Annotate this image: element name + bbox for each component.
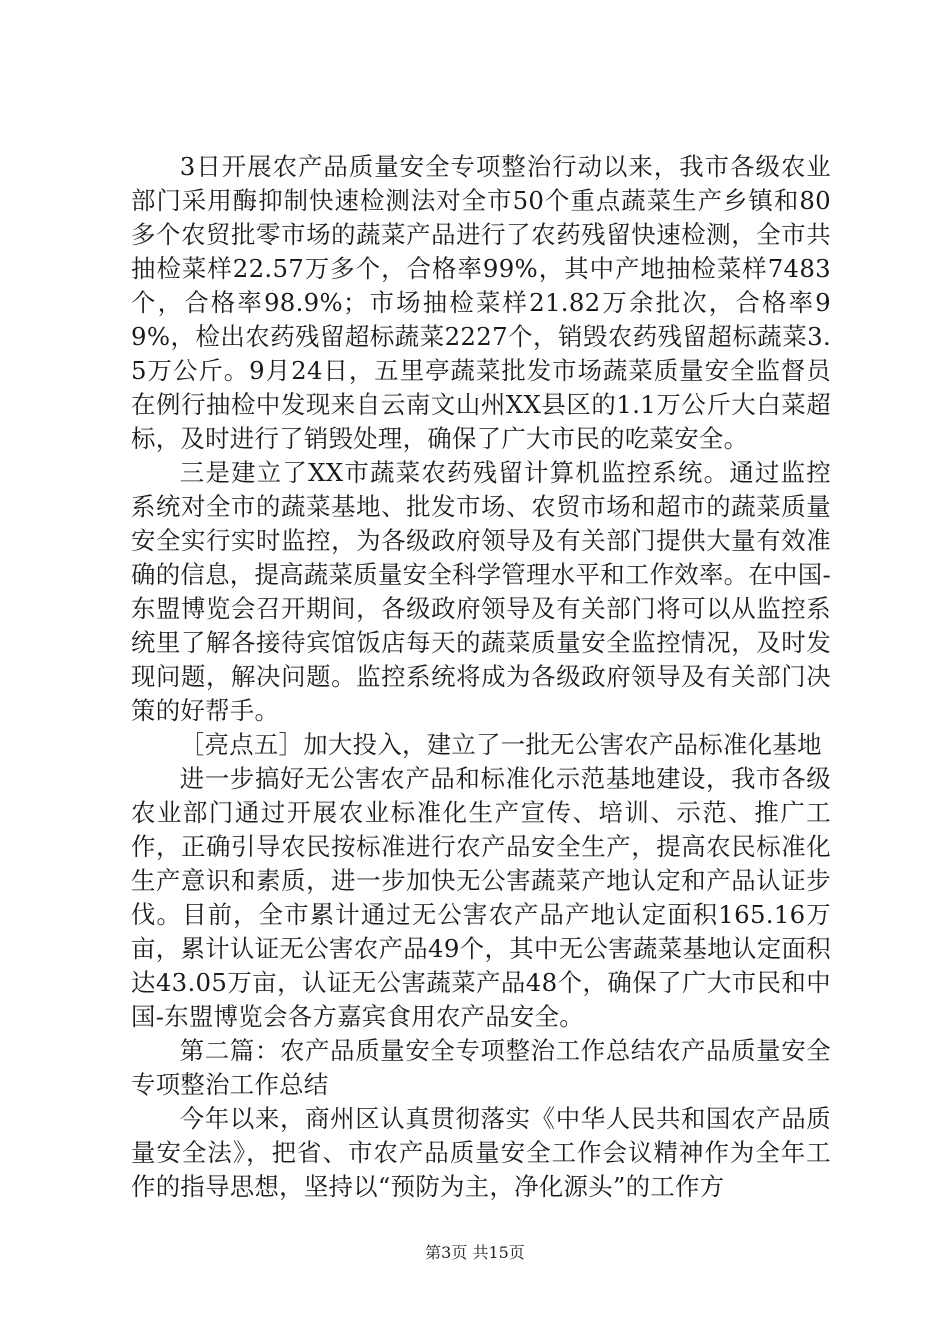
section-heading-part-two: 第二篇：农产品质量安全专项整治工作总结农产品质量安全专项整治工作总结 [131,1036,831,1099]
paragraph-inspection-results: 3日开展农产品质量安全专项整治行动以来，我市各级农业部门采用酶抑制快速检测法对全市50个重点蔬菜生产乡镇和80多个农贸批零市场的蔬菜产品进行了农药残留快速检测，全市共抽检菜样22.57万多个，合格率99%，其中产地抽检菜样7483个，合格率98.9%；市场抽检菜样21.82万余批次，合格率99%，检出农药残留超标蔬菜2227个，销毁农药残留超标蔬菜3.5万公斤。9月24日，五里亭蔬菜批发市场蔬菜质量安全监督员在例行抽检中发现来自云南文山州XX县区的1.1万公斤大白菜超标，及时进行了销毁处理，确保了广大市民的吃菜安全。 [131,152,831,453]
section-heading-highlight-five: ［亮点五］加大投入，建立了一批无公害农产品标准化基地 [179,730,822,759]
document-body [131,150,831,1204]
paragraph-standardized-bases: 进一步搞好无公害农产品和标准化示范基地建设，我市各级农业部门通过开展农业标准化生产宣传、培训、示范、推广工作，正确引导农民按标准进行农产品安全生产，提高农民标准化生产意识和素质，进一步加快无公害蔬菜产地认定和产品认证步伐。目前，全市累计通过无公害农产品产地认定面积165.16万亩，累计认证无公害农产品49个，其中无公害蔬菜基地认定面积达43.05万亩，认证无公害蔬菜产品48个，确保了广大市民和中国-东盟博览会各方嘉宾食用农产品安全。 [131,764,831,1031]
paragraph-monitoring-system: 三是建立了XX市蔬菜农药残留计算机监控系统。通过监控系统对全市的蔬菜基地、批发市场、农贸市场和超市的蔬菜质量安全实行实时监控，为各级政府领导及有关部门提供大量有效准确的信息，提高蔬菜质量安全科学管理水平和工作效率。在中国-东盟博览会召开期间，各级政府领导及有关部门将可以从监控系统里了解各接待宾馆饭店每天的蔬菜质量安全监控情况，及时发现问题，解决问题。监控系统将成为各级政府领导及有关部门决策的好帮手。 [131,458,831,725]
paragraph-part-two-intro: 今年以来，商州区认真贯彻落实《中华人民共和国农产品质量安全法》，把省、市农产品质量安全工作会议精神作为全年工作的指导思想，坚持以“预防为主，净化源头”的工作方 [131,1104,831,1201]
page-number-footer: 第3页 共15页 [425,1243,525,1262]
